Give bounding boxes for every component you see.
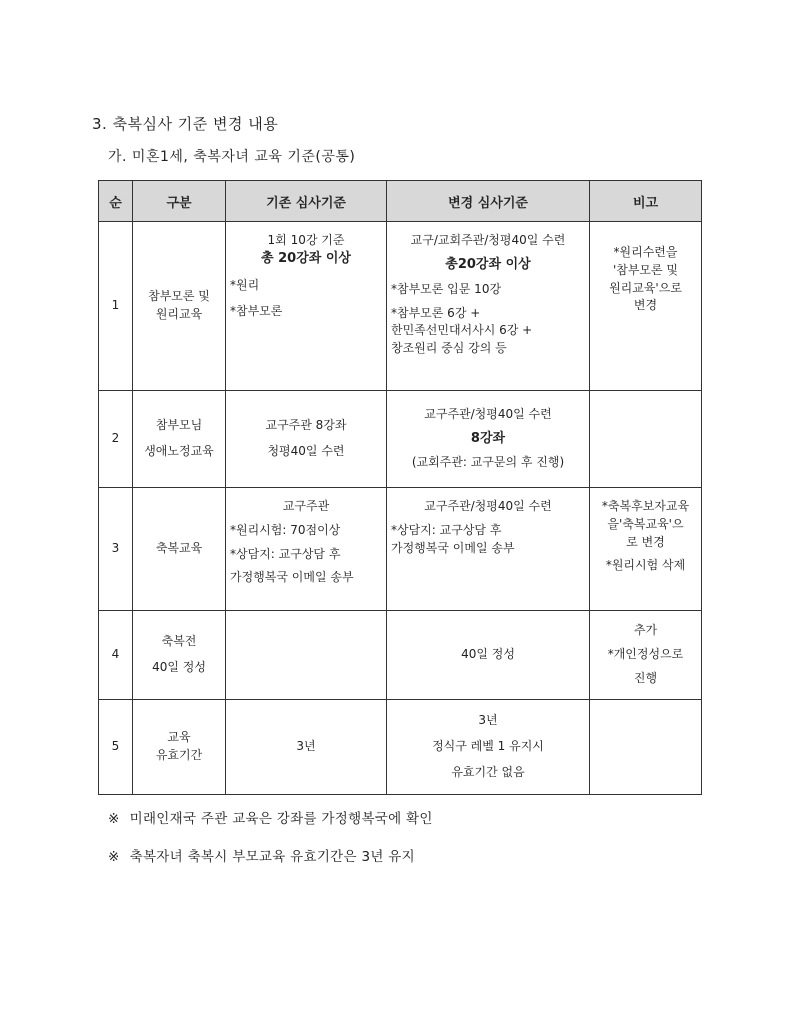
- category-cell: [133, 391, 226, 488]
- new-criteria-line: 교구주관/청평40일 수련: [424, 406, 552, 421]
- new-criteria-line: 한민족선민대서사시 6강 +: [391, 323, 533, 338]
- old-criteria-line: 총 20강좌 이상: [261, 250, 351, 266]
- category-line: 참부모론 및: [148, 289, 210, 304]
- table-row: [99, 700, 702, 795]
- category-line: 원리교육: [155, 307, 203, 321]
- new-criteria-line: *참부모론 6강 +: [391, 305, 481, 320]
- old-criteria-cell: [226, 391, 387, 488]
- header-row: [99, 181, 702, 222]
- table-row: [99, 222, 702, 391]
- new-criteria-line: 교구/교회주관/청평40일 수련: [410, 233, 566, 247]
- row-number: 2: [99, 391, 133, 488]
- footnote: [108, 845, 415, 865]
- new-criteria-cell: [387, 611, 590, 700]
- old-criteria-line: 3년: [296, 739, 316, 754]
- row-number: 5: [99, 700, 133, 795]
- new-criteria-line: 교구주관/청평40일 수련: [424, 499, 552, 513]
- category-cell: [133, 222, 226, 391]
- remarks-line: *원리수련을: [613, 245, 678, 259]
- header-old-criteria: 기존 심사기준: [226, 181, 387, 222]
- category-cell: [133, 700, 226, 795]
- old-criteria-line: 가정행복국 이메일 송부: [230, 570, 354, 585]
- reference-mark-icon: ※: [108, 811, 120, 827]
- remarks-cell: [590, 391, 702, 488]
- new-criteria-line: 3년: [478, 713, 498, 728]
- category-line: 축복전: [161, 634, 197, 649]
- category-cell: [133, 611, 226, 700]
- header-category: 구분: [133, 181, 226, 222]
- new-criteria-line: 40일 정성: [461, 647, 515, 662]
- category-line: 유효기간: [155, 748, 203, 762]
- row-number: 1: [99, 222, 133, 391]
- category-line: 참부모님: [155, 418, 203, 433]
- old-criteria-line: 1회 10강 기준: [267, 233, 345, 247]
- category-line: 생애노정교육: [144, 444, 214, 458]
- remarks-cell: [590, 488, 702, 611]
- new-criteria-cell: [387, 391, 590, 488]
- remarks-cell: [590, 700, 702, 795]
- new-criteria-line: 8강좌: [470, 430, 506, 446]
- remarks-line: *원리시험 삭제: [605, 558, 686, 573]
- old-criteria-cell: [226, 611, 387, 700]
- row-number: 3: [99, 488, 133, 611]
- old-criteria-line: *원리시험: 70점이상: [230, 522, 341, 537]
- remarks-line: 로 변경: [626, 534, 665, 549]
- old-criteria-line: *원리: [230, 277, 260, 292]
- new-criteria-line: *상담지: 교구상담 후: [391, 522, 502, 537]
- new-criteria-cell: [387, 700, 590, 795]
- table-row: [99, 611, 702, 700]
- old-criteria-line: *참부모론: [230, 303, 283, 318]
- remarks-line: 변경: [633, 298, 658, 313]
- remarks-line: *개인정성으로: [607, 647, 684, 662]
- new-criteria-line: 가정행복국 이메일 송부: [391, 540, 515, 555]
- subsection-heading: 가. 미혼1세, 축복자녀 교육 기준(공통): [108, 149, 356, 165]
- old-criteria-line: *상담지: 교구상담 후: [230, 546, 341, 561]
- category-line: 축복교육: [155, 541, 203, 556]
- footnote-text: 미래인재국 주관 교육은 강좌를 가정행복국에 확인: [129, 811, 433, 827]
- remarks-line: 을'축복교육'으: [607, 516, 684, 531]
- remarks-line: 진행: [633, 670, 658, 685]
- new-criteria-line: 창조원리 중심 강의 등: [391, 341, 507, 356]
- row-number: 4: [99, 611, 133, 700]
- reference-mark-icon: ※: [108, 849, 120, 865]
- remarks-line: *축복후보자교육: [601, 499, 690, 513]
- old-criteria-line: 청평40일 수련: [267, 444, 345, 458]
- table-row: [99, 488, 702, 611]
- old-criteria-cell: [226, 488, 387, 611]
- new-criteria-line: *참부모론 입문 10강: [391, 281, 502, 296]
- criteria-table: [98, 180, 702, 795]
- new-criteria-line: 총20강좌 이상: [445, 256, 531, 272]
- category-line: 교육: [167, 730, 191, 745]
- new-criteria-cell: [387, 488, 590, 611]
- remarks-cell: [590, 222, 702, 391]
- old-criteria-cell: [226, 700, 387, 795]
- remarks-line: '참부모론 및: [612, 262, 679, 277]
- old-criteria-line: 교구주관 8강좌: [265, 418, 347, 433]
- header-no: 순: [99, 181, 133, 222]
- old-criteria-cell: [226, 222, 387, 391]
- new-criteria-line: 유효기간 없음: [451, 764, 525, 779]
- remarks-line: 추가: [633, 623, 658, 638]
- footnote: [108, 807, 433, 827]
- section-heading: 3. 축복심사 기준 변경 내용: [92, 115, 279, 133]
- old-criteria-line: 교구주관: [282, 499, 330, 513]
- remarks-cell: [590, 611, 702, 700]
- new-criteria-line: (교회주관: 교구문의 후 진행): [411, 455, 565, 470]
- header-remarks: 비고: [590, 181, 702, 222]
- remarks-line: 원리교육'으로: [609, 280, 682, 295]
- category-cell: [133, 488, 226, 611]
- new-criteria-line: 정식구 레벨 1 유지시: [432, 739, 544, 754]
- header-new-criteria: 변경 심사기준: [387, 181, 590, 222]
- footnote-text: 축복자녀 축복시 부모교육 유효기간은 3년 유지: [129, 849, 415, 865]
- new-criteria-cell: [387, 222, 590, 391]
- table-row: [99, 391, 702, 488]
- category-line: 40일 정성: [152, 660, 206, 674]
